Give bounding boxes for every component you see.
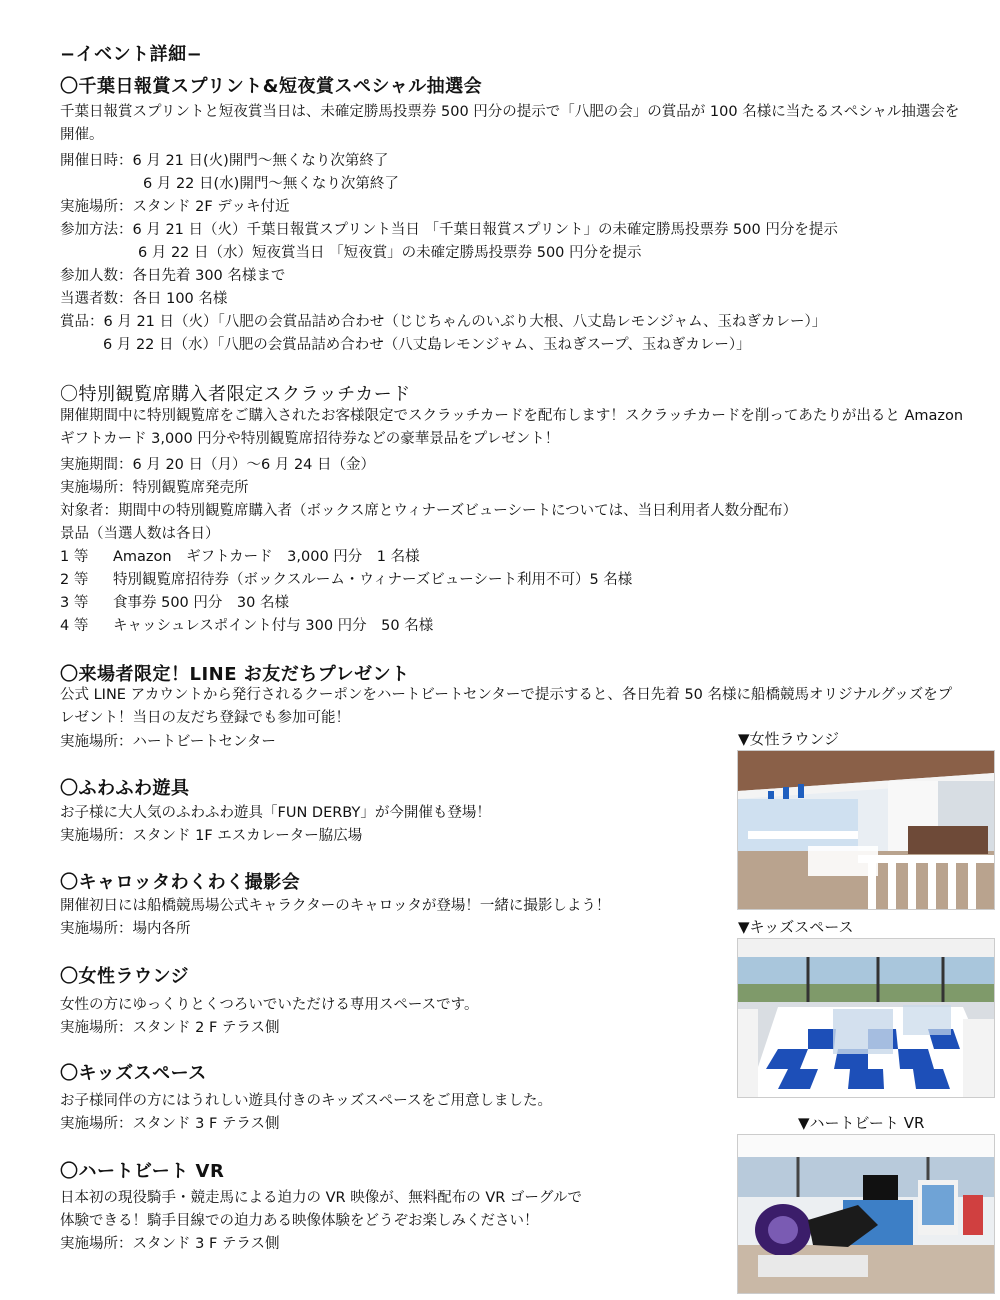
scratch-intro: 開催期間中に特別観覧席をご購入されたお客様限定でスクラッチカードを配布します！スクラッチカードを削ってあたりが出ると Amazon ギフトカード 3,000 円分や特別観覧席招待券などの豪華景品をプレゼント！ <box>60 408 964 447</box>
lounge-body: 女性の方にゆっくりとくつろいでいただける専用スペースです。 <box>60 997 479 1013</box>
vr-place: 実施場所：スタンド 3 F テラス側 <box>60 1236 280 1252</box>
lounge-place: 実施場所：スタンド 2 F テラス側 <box>60 1020 280 1036</box>
kids-photo <box>737 938 995 1098</box>
vr-body: 体験できる！騎手目線での迫力ある映像体験をどうぞお楽しみください！ <box>60 1213 539 1229</box>
line-intro: 公式 LINE アカウントから発行されるクーポンをハートビートセンターで提示すると、各日先着 50 名様に船橋競馬オリジナルグッズをプレゼント！当日の友だち登録でも参加可能！ <box>60 687 953 726</box>
prize-rank: 3 等 <box>60 595 89 611</box>
carrotta-title: 〇キャロッタわくわく撮影会 <box>60 872 301 893</box>
lottery-intro: 千葉日報賞スプリントと短夜賞当日は、未確定勝馬投票券 500 円分の提示で「八肥の会」の賞品が 100 名様に当たるスペシャル抽選会を開催。 <box>60 104 960 143</box>
fuwafuwa-place: 実施場所：スタンド 1F エスカレーター脇広場 <box>60 828 363 844</box>
kids-body: お子様同伴の方にはうれしい遊具付きのキッズスペースをご用意しました。 <box>60 1093 552 1109</box>
prize-desc: キャッシュレスポイント付与 300 円分 50 名様 <box>113 618 434 634</box>
lottery-line: 当選者数：各日 100 名様 <box>60 291 228 307</box>
lottery-line: 6 月 22 日（水）「八肥の会賞品詰め合わせ（八丈島レモンジャム、玉ねぎスープ、玉ねぎカレー）」 <box>103 337 751 353</box>
scratch-line: 実施期間：6 月 20 日（月）～6 月 24 日（金） <box>60 457 376 473</box>
prize-rank: 1 等 <box>60 549 89 565</box>
lottery-line: 参加方法：6 月 21 日（火）千葉日報賞スプリント当日 「千葉日報賞スプリント」の未確定勝馬投票券 500 円分を提示 <box>60 222 838 238</box>
kids-photo-image <box>738 939 994 1097</box>
carrotta-place: 実施場所：場内各所 <box>60 921 191 937</box>
lottery-line: 6 月 22 日（水）短夜賞当日 「短夜賞」の未確定勝馬投票券 500 円分を提示 <box>138 245 642 261</box>
vr-photo-image <box>738 1135 994 1293</box>
scratch-line: 景品（当選人数は各日） <box>60 526 220 542</box>
vr-title: 〇ハートビート VR <box>60 1161 225 1182</box>
line-place: 実施場所：ハートビートセンター <box>60 734 276 750</box>
page-title: −イベント詳細− <box>60 44 203 65</box>
lottery-line: 実施場所：スタンド 2F デッキ付近 <box>60 199 290 215</box>
lounge-photo-caption: ▼女性ラウンジ <box>738 730 840 748</box>
vr-photo-caption: ▼ハートビート VR <box>798 1114 925 1132</box>
prize-rank: 4 等 <box>60 618 89 634</box>
vr-body: 日本初の現役騎手・競走馬による迫力の VR 映像が、無料配布の VR ゴーグルで <box>60 1190 582 1206</box>
fuwafuwa-title: 〇ふわふわ遊具 <box>60 778 190 799</box>
vr-photo <box>737 1134 995 1294</box>
lottery-title: 〇千葉日報賞スプリント&短夜賞スペシャル抽選会 <box>60 76 483 97</box>
scratch-line: 実施場所：特別観覧席発売所 <box>60 480 249 496</box>
fuwafuwa-body: お子様に大人気のふわふわ遊具「FUN DERBY」が今開催も登場！ <box>60 805 491 821</box>
lottery-line: 賞品：6 月 21 日（火）「八肥の会賞品詰め合わせ（じじちゃんのいぶり大根、八丈島レモンジャム、玉ねぎカレー）」 <box>60 314 827 330</box>
lottery-line: 6 月 22 日(水)開門～無くなり次第終了 <box>143 176 399 192</box>
prize-desc: 特別観覧席招待券（ボックスルーム・ウィナーズビューシート利用不可）5 名様 <box>113 572 633 588</box>
prize-desc: 食事券 500 円分 30 名様 <box>113 595 289 611</box>
line-title: 〇来場者限定！LINE お友だちプレゼント <box>60 664 410 685</box>
kids-place: 実施場所：スタンド 3 F テラス側 <box>60 1116 280 1132</box>
carrotta-body: 開催初日には船橋競馬場公式キャラクターのキャロッタが登場！一緒に撮影しよう！ <box>60 898 611 914</box>
scratch-line: 対象者：期間中の特別観覧席購入者（ボックス席とウィナーズビューシートについては、当日利用者人数分配布） <box>60 503 798 519</box>
lounge-photo <box>737 750 995 910</box>
kids-photo-caption: ▼キッズスペース <box>738 918 854 936</box>
prize-rank: 2 等 <box>60 572 89 588</box>
lounge-title: 〇女性ラウンジ <box>60 966 190 987</box>
lounge-photo-image <box>738 751 994 909</box>
kids-title: 〇キッズスペース <box>60 1063 207 1084</box>
scratch-title: 〇特別観覧席購入者限定スクラッチカード <box>60 384 411 405</box>
prize-desc: Amazon ギフトカード 3,000 円分 1 名様 <box>113 549 420 565</box>
lottery-line: 参加人数：各日先着 300 名様まで <box>60 268 286 284</box>
lottery-line: 開催日時：6 月 21 日(火)開門～無くなり次第終了 <box>60 153 389 169</box>
